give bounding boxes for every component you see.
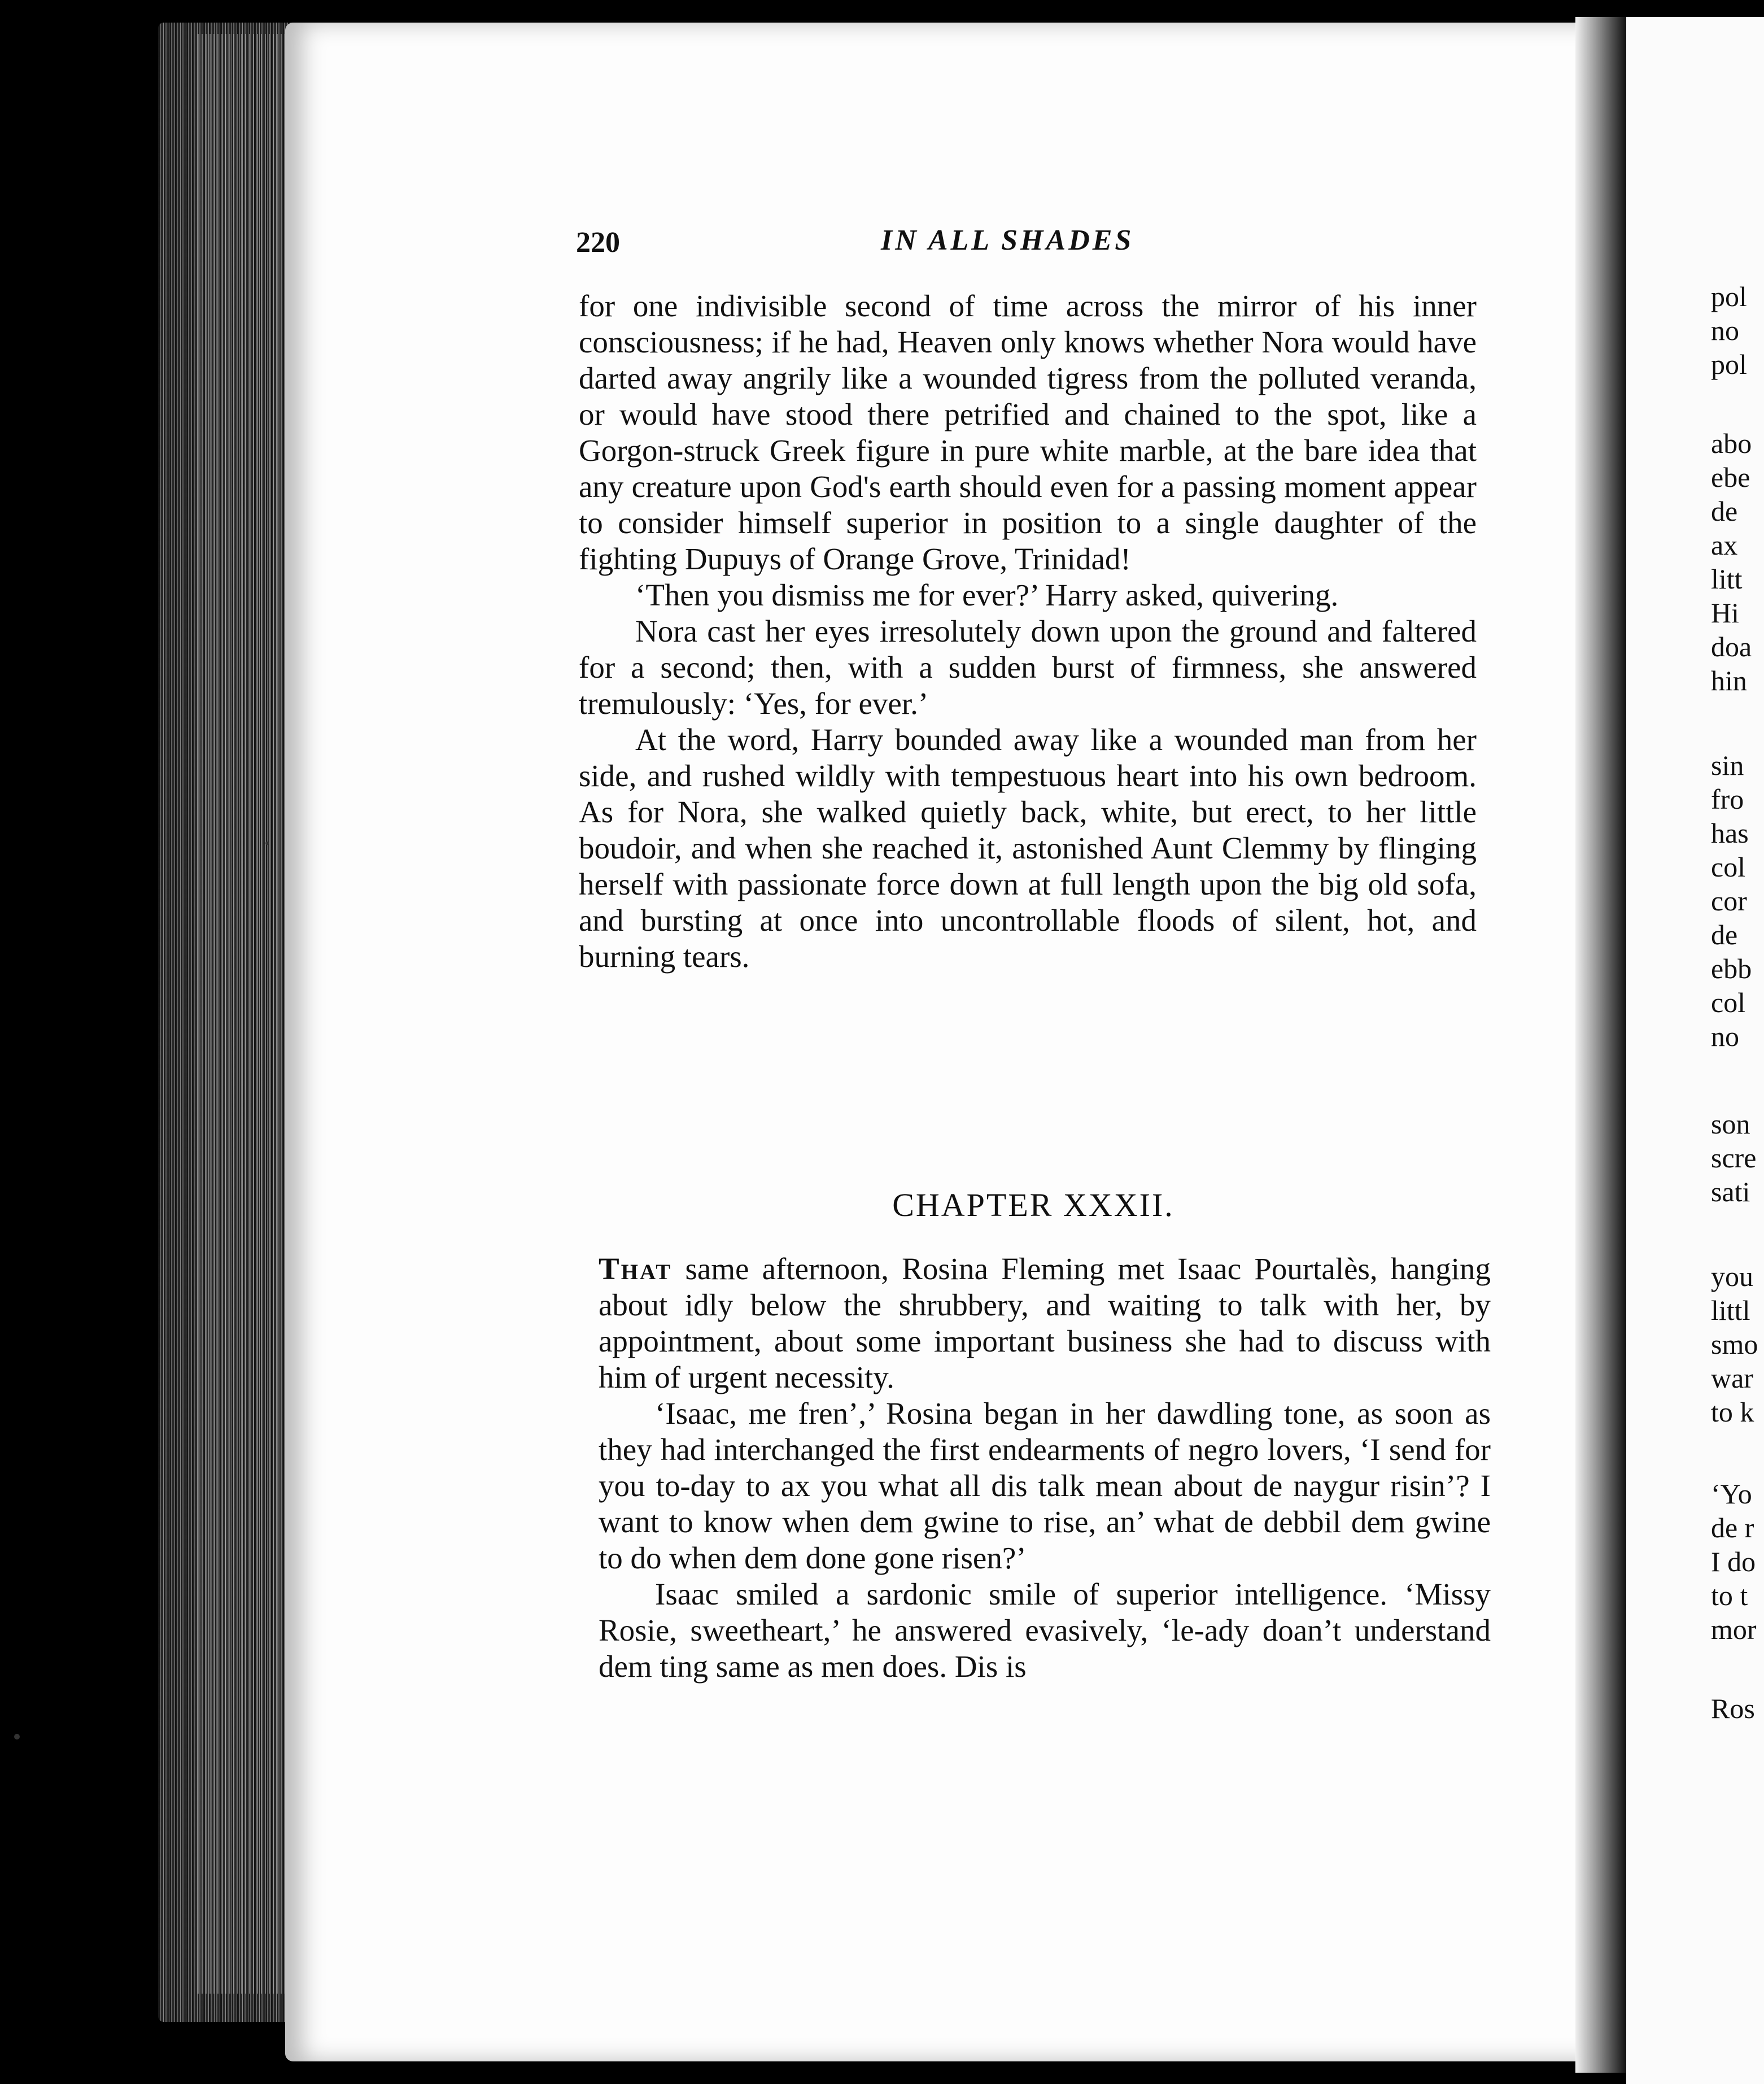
facing-line: sin [1711,749,1744,781]
facing-line: scre [1711,1142,1757,1174]
facing-line: fro [1711,783,1744,815]
facing-line: de [1711,495,1738,527]
paragraph: for one indivisible second of time across the mirror of his inner consciousness; if he had, Heaven only knows whether Nora would have darted away angrily like a wounded tigress from the polluted veranda, or would have stood there petrified and chained to the spot, like a Gorgon-struck Greek figure in pure white marble, at the bare idea that any creature upon God's earth should even for a passing moment appear to consider himself superior in position to a single daughter of the fighting Dupuys of Orange Grove, Trinidad! [579,289,1477,576]
facing-page [1626,17,1764,2084]
facing-line: smo [1711,1328,1758,1360]
page-number: 220 [576,226,620,259]
facing-line: Ros [1711,1693,1755,1724]
book-page-edges-highlight [198,34,288,1994]
facing-line: Hi [1711,597,1739,629]
facing-line: doa [1711,631,1752,662]
facing-line: has [1711,817,1749,849]
facing-line: no [1711,1021,1739,1052]
facing-line: ebe [1711,461,1750,493]
facing-line: cor [1711,885,1747,917]
facing-line: to k [1711,1396,1754,1428]
facing-line: hin [1711,665,1747,696]
chapter-opening-paragraph [599,1251,1491,1396]
facing-line: littl [1711,1294,1750,1326]
facing-line: de [1711,919,1738,951]
paragraph: At the word, Harry bounded away like a wounded man from her side, and rushed wildly with tempestuous heart into his own bedroom. As for Nora, she walked quietly back, white, but erect, to her little boudoir, and when she reached it, astonished Aunt Clemmy by flinging herself with passionate force down at full length upon the big old sofa, and bursting at once into uncontrollable floods of silent, hot, and burning tears. [579,722,1477,974]
book-gutter [1575,17,1626,2073]
facing-line: son [1711,1108,1750,1140]
paragraph: ‘Then you dismiss me for ever?’ Harry asked, quivering. [635,578,1339,612]
facing-line: litt [1711,563,1743,595]
running-head [576,226,1479,265]
facing-line: no [1711,315,1739,346]
chapter-heading: CHAPTER XXXII. [892,1187,1174,1223]
facing-line: col [1711,987,1746,1018]
facing-line: pol [1711,281,1747,312]
facing-line: I do [1711,1546,1756,1577]
facing-line: ebb [1711,953,1752,984]
facing-line: ‘Yo [1711,1478,1752,1510]
body-text-section [579,288,1477,975]
facing-line: ax [1711,529,1738,561]
chapter-body-text [599,1251,1491,1685]
running-title: IN ALL SHADES [881,224,1134,256]
paragraph: Isaac smiled a sardonic smile of superior intelligence. ‘Missy Rosie, sweetheart,’ he answered evasively, ‘le-ady doan’t understand dem ting same as men does. Dis is [599,1577,1491,1684]
scan-speck [265,842,269,845]
facing-line: war [1711,1362,1753,1394]
facing-line: to t [1711,1580,1748,1611]
paragraph: Nora cast her eyes irresolutely down upon the ground and faltered for a second; then, with a sudden burst of firmness, she answered tremulously: ‘Yes, for ever.’ [579,614,1477,721]
facing-line: col [1711,851,1746,883]
facing-line: pol [1711,348,1747,380]
paragraph: ‘Isaac, me fren’,’ Rosina began in her dawdling tone, as soon as they had interchanged the first endearments of negro lovers, ‘I send for you to-day to ax you what all dis talk mean about de naygur risin’? I want to know when dem gwine to rise, an’ what de debbil dem gwine to do when dem done gone risen?’ [599,1396,1491,1575]
facing-line: de r [1711,1512,1754,1544]
scan-speck [14,1734,20,1739]
facing-line: mor [1711,1614,1757,1645]
chapter-opening-text: same afternoon, Rosina Fleming met Isaac Pourtalès, hanging about idly below the shrubbery, and waiting to talk with her, by appointment, about some important business she had to discuss with him of urgent necessity. [599,1252,1491,1394]
chapter-opening-word: That [599,1252,673,1286]
facing-line: you [1711,1261,1753,1292]
facing-line: sati [1711,1176,1750,1207]
facing-line: abo [1711,428,1752,459]
